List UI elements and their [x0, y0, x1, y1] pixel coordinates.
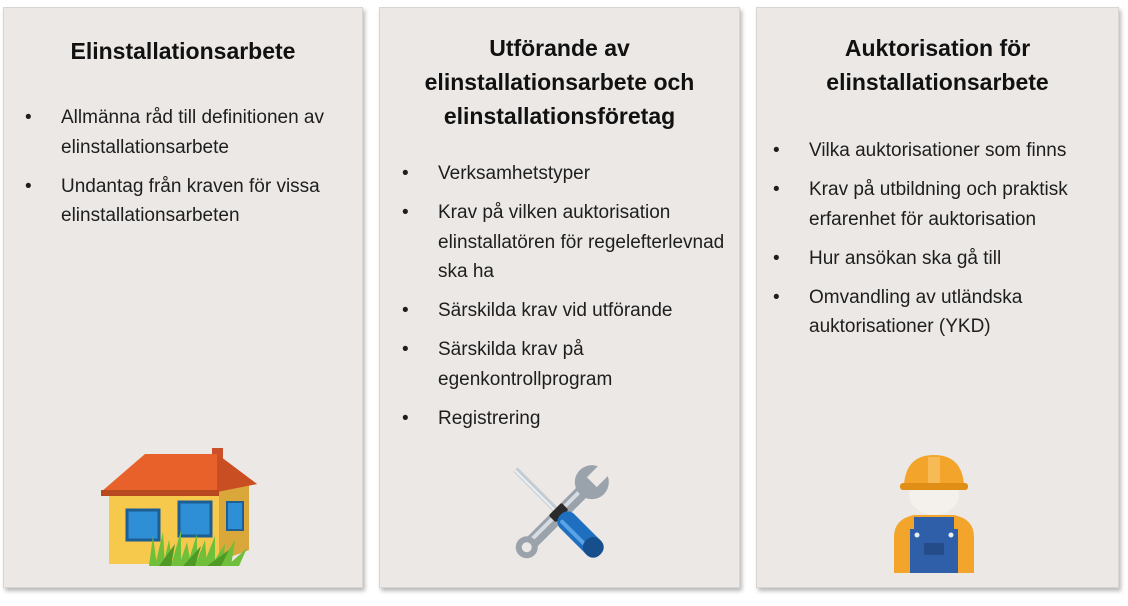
bullet-list [769, 136, 1114, 351]
worker-icon [884, 445, 984, 573]
list-item: • Hur ansökan ska gå till [769, 244, 1114, 274]
panel-title: Auktorisation för elinstallationsarbete [826, 35, 1049, 95]
list-item: • Allmänna råd till definitionen av elinstallationsarbete [21, 103, 351, 162]
list-item: • Undantag från kraven för vissa elinstallationsarbeten [21, 172, 351, 231]
bullet-marker: • [25, 107, 32, 128]
bullet-marker: • [773, 286, 780, 308]
list-item: • Särskilda krav vid utförande [398, 296, 733, 326]
bullet-marker: • [402, 339, 409, 360]
list-item: • Omvandling av utländska auktorisationer (YKD) [769, 283, 1114, 342]
list-item: • Vilka auktorisationer som finns [769, 136, 1114, 166]
bullet-list [398, 159, 733, 443]
list-item: • Registrering [398, 404, 733, 434]
panel-title: Elinstallationsarbete [70, 38, 296, 64]
panel-elinstallationsarbete [3, 7, 363, 588]
bullet-marker: • [402, 163, 409, 184]
bullet-marker: • [25, 175, 32, 197]
bullet-marker: • [773, 140, 780, 161]
list-item: • Verksamhetstyper [398, 159, 733, 189]
panel-title: Utförande av elinstallationsarbete och elinstallationsföretag [424, 35, 695, 129]
list-item: • Krav på vilken auktorisation elinstallatören för regelefterlevnad ska ha [398, 198, 733, 287]
bullet-marker: • [402, 202, 409, 223]
bullet-marker: • [402, 300, 409, 321]
bullet-marker: • [402, 407, 409, 429]
list-item: • Krav på utbildning och praktisk erfarenhet för auktorisation [769, 175, 1114, 234]
bullet-list [21, 103, 351, 240]
panel-auktorisation [756, 7, 1119, 588]
list-item: • Särskilda krav på egenkontrollprogram [398, 335, 733, 394]
house-icon [99, 440, 259, 570]
panel-utforande [379, 7, 740, 588]
tools-icon [500, 455, 620, 573]
bullet-marker: • [773, 179, 780, 200]
bullet-marker: • [773, 247, 780, 269]
